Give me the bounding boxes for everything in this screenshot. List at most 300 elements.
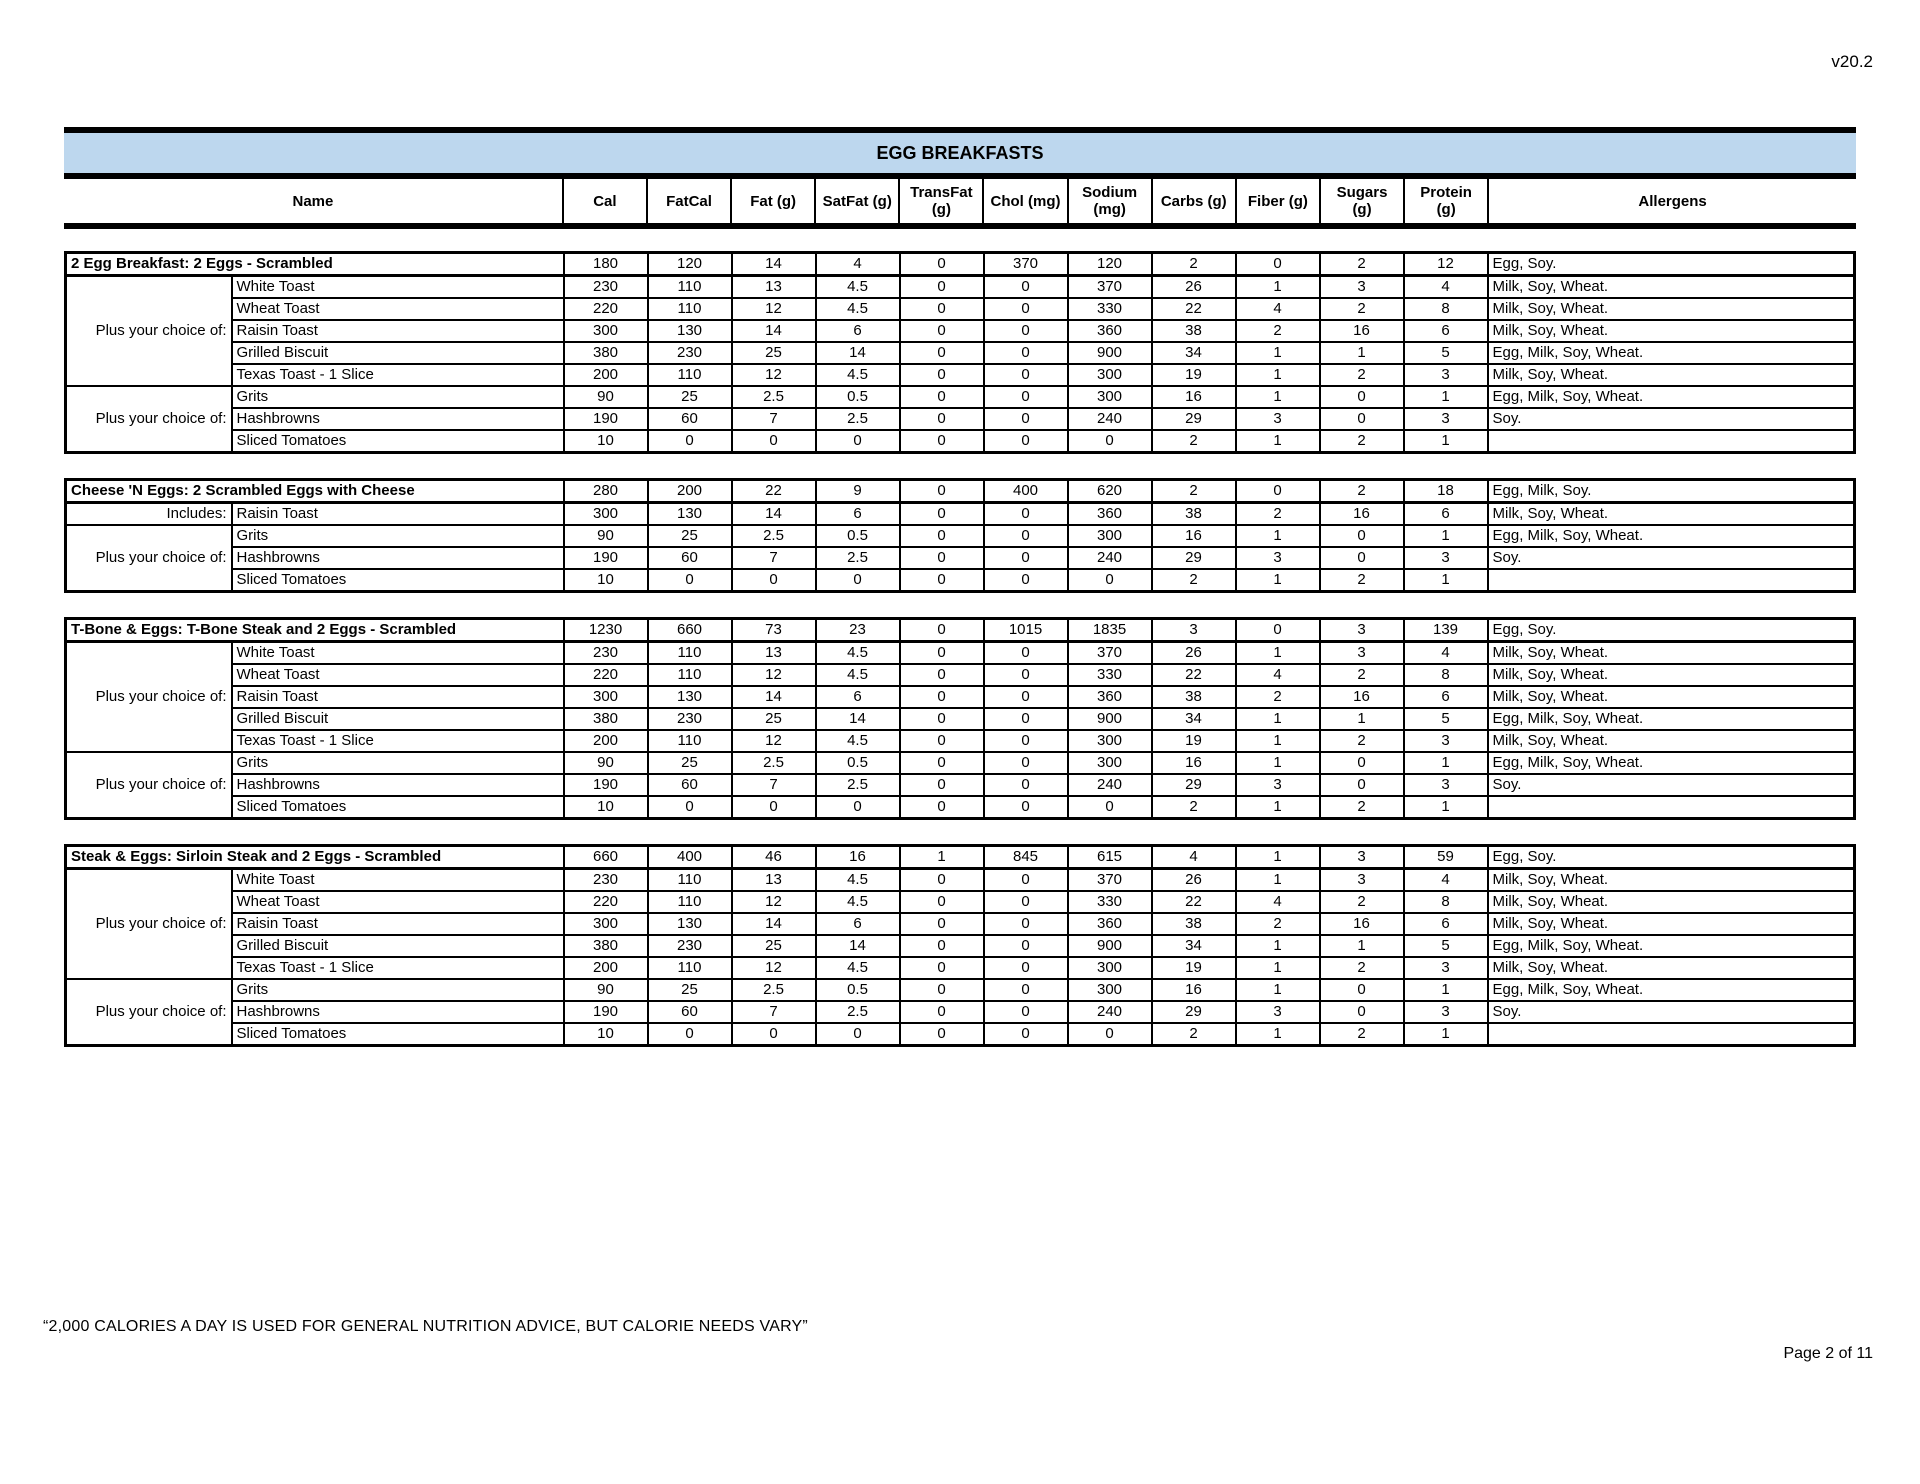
nutrition-value: 2 <box>1236 686 1320 708</box>
nutrition-document <box>64 127 1856 1047</box>
nutrition-value: 0 <box>1236 619 1320 642</box>
nutrition-value: 9 <box>816 480 900 503</box>
allergens-value <box>1488 430 1855 453</box>
nutrition-value: 0 <box>900 686 984 708</box>
choice-group-label: Plus your choice of: <box>66 642 232 753</box>
nutrition-value: 110 <box>648 891 732 913</box>
nutrition-value: 1 <box>900 846 984 869</box>
allergens-value: Egg, Milk, Soy, Wheat. <box>1488 386 1855 408</box>
nutrition-value: 13 <box>732 869 816 892</box>
nutrition-value: 3 <box>1236 774 1320 796</box>
nutrition-value: 2.5 <box>732 525 816 547</box>
nutrition-value: 25 <box>648 525 732 547</box>
choice-group-label: Includes: <box>66 503 232 526</box>
nutrition-value: 360 <box>1068 320 1152 342</box>
nutrition-value: 38 <box>1152 686 1236 708</box>
nutrition-value: 0 <box>984 774 1068 796</box>
allergens-value: Egg, Milk, Soy, Wheat. <box>1488 979 1855 1001</box>
nutrition-value: 0 <box>732 569 816 592</box>
allergens-value: Egg, Soy. <box>1488 619 1855 642</box>
nutrition-value: 0 <box>1068 1023 1152 1046</box>
nutrition-value: 0 <box>816 430 900 453</box>
divider <box>64 223 1856 229</box>
menu-option-row <box>66 642 1855 665</box>
nutrition-value: 0 <box>816 1023 900 1046</box>
nutrition-value: 2 <box>1236 913 1320 935</box>
nutrition-value: 7 <box>732 547 816 569</box>
nutrition-value: 12 <box>732 730 816 752</box>
menu-item-name: Raisin Toast <box>232 686 564 708</box>
nutrition-value: 0 <box>984 935 1068 957</box>
menu-item-name: White Toast <box>232 642 564 665</box>
nutrition-value: 3 <box>1404 408 1488 430</box>
allergens-value: Milk, Soy, Wheat. <box>1488 957 1855 979</box>
nutrition-value: 2 <box>1320 298 1404 320</box>
menu-main-row <box>66 253 1855 276</box>
nutrition-value: 0 <box>900 1001 984 1023</box>
nutrition-value: 3 <box>1320 276 1404 299</box>
allergens-value: Soy. <box>1488 774 1855 796</box>
nutrition-value: 190 <box>564 408 648 430</box>
nutrition-value: 16 <box>1152 979 1236 1001</box>
column-header-row <box>64 179 1856 223</box>
nutrition-value: 220 <box>564 298 648 320</box>
nutrition-value: 4.5 <box>816 664 900 686</box>
nutrition-value: 130 <box>648 686 732 708</box>
menu-item-name: Sliced Tomatoes <box>232 796 564 819</box>
nutrition-value: 22 <box>1152 891 1236 913</box>
nutrition-value: 4.5 <box>816 642 900 665</box>
nutrition-value: 0 <box>900 957 984 979</box>
nutrition-value: 370 <box>1068 276 1152 299</box>
menu-option-row <box>66 686 1855 708</box>
nutrition-value: 2 <box>1152 253 1236 276</box>
nutrition-value: 1 <box>1404 430 1488 453</box>
menu-option-row <box>66 386 1855 408</box>
nutrition-value: 370 <box>1068 642 1152 665</box>
nutrition-value: 300 <box>1068 525 1152 547</box>
nutrition-value: 25 <box>732 342 816 364</box>
nutrition-value: 110 <box>648 642 732 665</box>
menu-option-row <box>66 979 1855 1001</box>
nutrition-value: 0 <box>984 430 1068 453</box>
nutrition-value: 200 <box>648 480 732 503</box>
nutrition-value: 6 <box>816 503 900 526</box>
nutrition-value: 0 <box>984 342 1068 364</box>
nutrition-value: 0 <box>648 796 732 819</box>
nutrition-value: 300 <box>1068 979 1152 1001</box>
nutrition-value: 240 <box>1068 774 1152 796</box>
nutrition-value: 3 <box>1320 619 1404 642</box>
nutrition-value: 1 <box>1404 569 1488 592</box>
nutrition-value: 4 <box>1236 664 1320 686</box>
nutrition-value: 0 <box>984 1023 1068 1046</box>
nutrition-value: 2 <box>1320 957 1404 979</box>
version-label: v20.2 <box>1831 52 1873 71</box>
nutrition-value: 4 <box>1404 276 1488 299</box>
menu-option-row <box>66 1023 1855 1046</box>
column-header-sodium-mg: Sodium (mg) <box>1068 179 1152 223</box>
column-header-protein-g: Protein (g) <box>1404 179 1488 223</box>
allergens-value: Egg, Milk, Soy, Wheat. <box>1488 935 1855 957</box>
nutrition-value: 0 <box>648 569 732 592</box>
nutrition-value: 330 <box>1068 891 1152 913</box>
nutrition-value: 1 <box>1236 276 1320 299</box>
menu-option-row <box>66 547 1855 569</box>
nutrition-value: 0 <box>984 642 1068 665</box>
menu-item-name: Grits <box>232 979 564 1001</box>
nutrition-value: 2 <box>1152 569 1236 592</box>
nutrition-value: 200 <box>564 364 648 386</box>
menu-item-name: Grilled Biscuit <box>232 342 564 364</box>
nutrition-value: 18 <box>1404 480 1488 503</box>
nutrition-value: 0 <box>900 935 984 957</box>
allergens-value: Milk, Soy, Wheat. <box>1488 320 1855 342</box>
nutrition-value: 0 <box>984 1001 1068 1023</box>
allergens-value: Milk, Soy, Wheat. <box>1488 869 1855 892</box>
menu-option-row <box>66 891 1855 913</box>
nutrition-value: 0 <box>1236 253 1320 276</box>
nutrition-value: 139 <box>1404 619 1488 642</box>
nutrition-value: 12 <box>1404 253 1488 276</box>
nutrition-value: 2.5 <box>816 1001 900 1023</box>
nutrition-value: 900 <box>1068 708 1152 730</box>
allergens-value: Soy. <box>1488 547 1855 569</box>
nutrition-value: 2 <box>1152 1023 1236 1046</box>
nutrition-value: 360 <box>1068 913 1152 935</box>
nutrition-value: 0 <box>984 547 1068 569</box>
nutrition-value: 4 <box>1404 642 1488 665</box>
nutrition-value: 0.5 <box>816 979 900 1001</box>
nutrition-value: 1 <box>1236 430 1320 453</box>
nutrition-value: 1 <box>1404 796 1488 819</box>
nutrition-value: 300 <box>564 503 648 526</box>
nutrition-value: 0 <box>900 891 984 913</box>
nutrition-value: 0 <box>984 913 1068 935</box>
nutrition-value: 110 <box>648 664 732 686</box>
allergens-value <box>1488 796 1855 819</box>
nutrition-value: 2 <box>1320 796 1404 819</box>
nutrition-value: 110 <box>648 869 732 892</box>
nutrition-value: 1 <box>1404 1023 1488 1046</box>
menu-option-row <box>66 569 1855 592</box>
nutrition-value: 280 <box>564 480 648 503</box>
nutrition-value: 16 <box>1320 320 1404 342</box>
nutrition-value: 0 <box>900 730 984 752</box>
menu-item-name: Wheat Toast <box>232 664 564 686</box>
nutrition-value: 0 <box>984 730 1068 752</box>
menu-option-row <box>66 957 1855 979</box>
menu-option-row <box>66 774 1855 796</box>
nutrition-value: 190 <box>564 774 648 796</box>
nutrition-value: 6 <box>1404 913 1488 935</box>
menu-item-name: Cheese 'N Eggs: 2 Scrambled Eggs with Cheese <box>66 480 564 503</box>
nutrition-value: 1835 <box>1068 619 1152 642</box>
nutrition-value: 14 <box>732 253 816 276</box>
nutrition-value: 25 <box>648 386 732 408</box>
nutrition-value: 26 <box>1152 642 1236 665</box>
nutrition-value: 1 <box>1236 364 1320 386</box>
nutrition-value: 300 <box>564 686 648 708</box>
nutrition-value: 0 <box>900 386 984 408</box>
menu-item-name: Sliced Tomatoes <box>232 430 564 453</box>
nutrition-value: 90 <box>564 979 648 1001</box>
nutrition-value: 110 <box>648 730 732 752</box>
menu-item-name: White Toast <box>232 869 564 892</box>
nutrition-value: 13 <box>732 276 816 299</box>
nutrition-value: 0 <box>900 569 984 592</box>
allergens-value: Soy. <box>1488 1001 1855 1023</box>
nutrition-value: 0 <box>984 386 1068 408</box>
nutrition-value: 14 <box>732 503 816 526</box>
nutrition-value: 8 <box>1404 891 1488 913</box>
nutrition-value: 300 <box>1068 364 1152 386</box>
nutrition-value: 34 <box>1152 708 1236 730</box>
nutrition-value: 0 <box>900 619 984 642</box>
nutrition-value: 1 <box>1236 752 1320 774</box>
nutrition-value: 10 <box>564 569 648 592</box>
nutrition-value: 2 <box>1152 480 1236 503</box>
allergens-value: Milk, Soy, Wheat. <box>1488 276 1855 299</box>
nutrition-value: 16 <box>816 846 900 869</box>
nutrition-value: 0 <box>984 320 1068 342</box>
allergens-value <box>1488 1023 1855 1046</box>
menu-section-table <box>64 844 1856 1047</box>
nutrition-value: 0 <box>816 796 900 819</box>
allergens-value: Milk, Soy, Wheat. <box>1488 364 1855 386</box>
column-header-allergens: Allergens <box>1638 192 1707 210</box>
nutrition-value: 900 <box>1068 935 1152 957</box>
nutrition-value: 120 <box>1068 253 1152 276</box>
nutrition-value: 1 <box>1236 708 1320 730</box>
nutrition-value: 14 <box>816 935 900 957</box>
nutrition-value: 0 <box>900 642 984 665</box>
nutrition-value: 0 <box>1320 547 1404 569</box>
allergens-value: Milk, Soy, Wheat. <box>1488 891 1855 913</box>
nutrition-value: 110 <box>648 276 732 299</box>
nutrition-value: 12 <box>732 891 816 913</box>
nutrition-value: 0 <box>984 869 1068 892</box>
menu-item-name: Hashbrowns <box>232 774 564 796</box>
nutrition-value: 46 <box>732 846 816 869</box>
nutrition-value: 3 <box>1404 730 1488 752</box>
allergens-value: Egg, Soy. <box>1488 253 1855 276</box>
nutrition-value: 29 <box>1152 774 1236 796</box>
nutrition-value: 12 <box>732 364 816 386</box>
menu-item-name: Texas Toast - 1 Slice <box>232 730 564 752</box>
allergens-value: Egg, Milk, Soy. <box>1488 480 1855 503</box>
nutrition-value: 615 <box>1068 846 1152 869</box>
menu-option-row <box>66 708 1855 730</box>
nutrition-value: 5 <box>1404 342 1488 364</box>
nutrition-value: 0 <box>732 796 816 819</box>
nutrition-value: 1015 <box>984 619 1068 642</box>
nutrition-value: 0 <box>900 752 984 774</box>
nutrition-value: 25 <box>648 752 732 774</box>
nutrition-value: 7 <box>732 774 816 796</box>
menu-item-name: Grits <box>232 386 564 408</box>
nutrition-value: 2 <box>1320 664 1404 686</box>
menu-option-row <box>66 364 1855 386</box>
menu-option-row <box>66 796 1855 819</box>
nutrition-value: 14 <box>816 342 900 364</box>
nutrition-value: 120 <box>648 253 732 276</box>
nutrition-value: 12 <box>732 664 816 686</box>
nutrition-value: 13 <box>732 642 816 665</box>
nutrition-value: 14 <box>732 913 816 935</box>
menu-item-name: Texas Toast - 1 Slice <box>232 957 564 979</box>
nutrition-value: 6 <box>816 320 900 342</box>
nutrition-value: 110 <box>648 298 732 320</box>
nutrition-value: 1 <box>1236 730 1320 752</box>
nutrition-value: 300 <box>1068 957 1152 979</box>
allergens-value: Milk, Soy, Wheat. <box>1488 686 1855 708</box>
menu-item-name: Texas Toast - 1 Slice <box>232 364 564 386</box>
menu-item-name: Wheat Toast <box>232 298 564 320</box>
nutrition-value: 300 <box>1068 730 1152 752</box>
nutrition-value: 300 <box>564 913 648 935</box>
nutrition-value: 19 <box>1152 730 1236 752</box>
nutrition-value: 900 <box>1068 342 1152 364</box>
nutrition-value: 25 <box>732 935 816 957</box>
nutrition-value: 7 <box>732 408 816 430</box>
choice-group-label: Plus your choice of: <box>66 752 232 819</box>
nutrition-value: 0 <box>984 276 1068 299</box>
nutrition-value: 16 <box>1152 386 1236 408</box>
nutrition-value: 230 <box>564 642 648 665</box>
nutrition-value: 130 <box>648 320 732 342</box>
nutrition-value: 38 <box>1152 503 1236 526</box>
nutrition-value: 0 <box>984 364 1068 386</box>
nutrition-value: 60 <box>648 547 732 569</box>
nutrition-value: 110 <box>648 957 732 979</box>
nutrition-value: 0 <box>1236 480 1320 503</box>
choice-group-label: Plus your choice of: <box>66 525 232 592</box>
nutrition-value: 2 <box>1320 730 1404 752</box>
nutrition-value: 0.5 <box>816 752 900 774</box>
menu-item-name: Wheat Toast <box>232 891 564 913</box>
nutrition-value: 3 <box>1320 846 1404 869</box>
nutrition-value: 190 <box>564 547 648 569</box>
nutrition-value: 2 <box>1152 796 1236 819</box>
nutrition-value: 90 <box>564 525 648 547</box>
nutrition-value: 1 <box>1404 525 1488 547</box>
nutrition-value: 0 <box>1068 796 1152 819</box>
nutrition-value: 6 <box>1404 503 1488 526</box>
nutrition-value: 4.5 <box>816 957 900 979</box>
nutrition-value: 0 <box>984 796 1068 819</box>
nutrition-value: 240 <box>1068 547 1152 569</box>
nutrition-value: 240 <box>1068 408 1152 430</box>
nutrition-value: 0 <box>1320 386 1404 408</box>
nutrition-value: 230 <box>564 276 648 299</box>
nutrition-value: 130 <box>648 503 732 526</box>
allergens-value: Milk, Soy, Wheat. <box>1488 503 1855 526</box>
nutrition-value: 3 <box>1320 869 1404 892</box>
menu-item-name: Raisin Toast <box>232 503 564 526</box>
nutrition-value: 370 <box>1068 869 1152 892</box>
menu-item-name: Sliced Tomatoes <box>232 569 564 592</box>
nutrition-value: 0 <box>900 664 984 686</box>
nutrition-value: 3 <box>1404 364 1488 386</box>
nutrition-value: 2 <box>1320 1023 1404 1046</box>
nutrition-value: 4.5 <box>816 869 900 892</box>
nutrition-value: 4 <box>1236 298 1320 320</box>
nutrition-value: 14 <box>816 708 900 730</box>
nutrition-value: 0 <box>900 979 984 1001</box>
nutrition-value: 0 <box>984 298 1068 320</box>
nutrition-value: 1 <box>1236 935 1320 957</box>
nutrition-value: 6 <box>816 686 900 708</box>
menu-item-name: Grilled Biscuit <box>232 708 564 730</box>
nutrition-value: 4 <box>1236 891 1320 913</box>
nutrition-value: 3 <box>1404 547 1488 569</box>
column-header-fat-g: Fat (g) <box>731 179 815 223</box>
nutrition-value: 2.5 <box>816 547 900 569</box>
nutrition-value: 38 <box>1152 913 1236 935</box>
nutrition-value: 12 <box>732 298 816 320</box>
nutrition-value: 16 <box>1152 752 1236 774</box>
nutrition-value: 0 <box>1320 1001 1404 1023</box>
nutrition-value: 0 <box>900 1023 984 1046</box>
nutrition-value: 16 <box>1152 525 1236 547</box>
nutrition-value: 1 <box>1236 846 1320 869</box>
nutrition-value: 59 <box>1404 846 1488 869</box>
nutrition-value: 1 <box>1404 979 1488 1001</box>
nutrition-value: 0 <box>984 664 1068 686</box>
nutrition-value: 330 <box>1068 664 1152 686</box>
nutrition-value: 0.5 <box>816 386 900 408</box>
nutrition-value: 26 <box>1152 276 1236 299</box>
nutrition-value: 5 <box>1404 708 1488 730</box>
nutrition-value: 0 <box>984 708 1068 730</box>
nutrition-value: 1230 <box>564 619 648 642</box>
nutrition-value: 38 <box>1152 320 1236 342</box>
nutrition-value: 1 <box>1320 342 1404 364</box>
nutrition-value: 0 <box>900 796 984 819</box>
nutrition-value: 0 <box>900 430 984 453</box>
nutrition-value: 22 <box>732 480 816 503</box>
menu-item-name: Hashbrowns <box>232 547 564 569</box>
column-header-carbs-g: Carbs (g) <box>1152 179 1236 223</box>
nutrition-value: 130 <box>648 913 732 935</box>
nutrition-value: 0 <box>648 430 732 453</box>
page-number: Page 2 of 11 <box>1783 1345 1873 1362</box>
nutrition-value: 0 <box>900 408 984 430</box>
menu-item-name: Raisin Toast <box>232 913 564 935</box>
nutrition-value: 2 <box>1320 480 1404 503</box>
nutrition-value: 370 <box>984 253 1068 276</box>
nutrition-value: 3 <box>1320 642 1404 665</box>
allergens-value: Egg, Milk, Soy, Wheat. <box>1488 342 1855 364</box>
nutrition-value: 0 <box>900 320 984 342</box>
menu-option-row <box>66 1001 1855 1023</box>
nutrition-value: 4.5 <box>816 276 900 299</box>
nutrition-value: 1 <box>1236 642 1320 665</box>
allergens-value: Milk, Soy, Wheat. <box>1488 664 1855 686</box>
nutrition-value: 14 <box>732 320 816 342</box>
menu-item-name: Sliced Tomatoes <box>232 1023 564 1046</box>
menu-item-name: 2 Egg Breakfast: 2 Eggs - Scrambled <box>66 253 564 276</box>
nutrition-value: 180 <box>564 253 648 276</box>
nutrition-value: 29 <box>1152 408 1236 430</box>
nutrition-value: 90 <box>564 752 648 774</box>
nutrition-value: 1 <box>1236 957 1320 979</box>
menu-item-name: Grits <box>232 752 564 774</box>
nutrition-value: 0 <box>984 525 1068 547</box>
allergens-value: Egg, Milk, Soy, Wheat. <box>1488 708 1855 730</box>
nutrition-value: 2 <box>1236 503 1320 526</box>
